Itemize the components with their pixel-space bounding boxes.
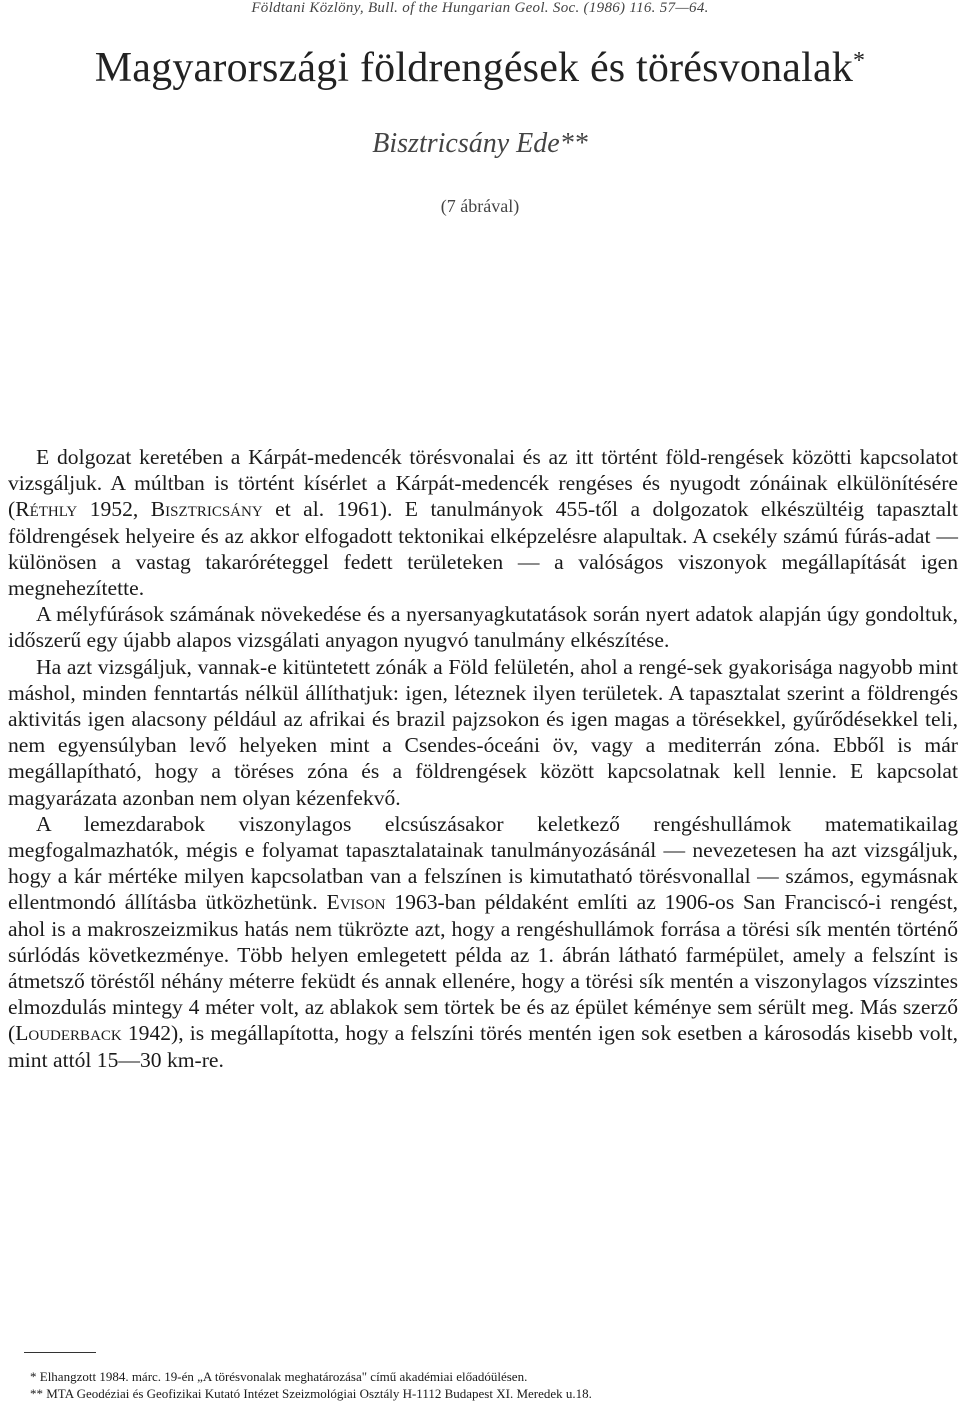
footnotes	[30, 1368, 930, 1402]
citation-rethly: Réthly	[15, 497, 78, 522]
article-title	[0, 44, 960, 92]
article-author: Bisztricsány Ede**	[372, 128, 588, 159]
footnote-2: ** MTA Geodéziai és Geofizikai Kutató Intézet Szeizmológiai Osztály H-1112 Budapest XI. Meredek u.18.	[30, 1386, 592, 1401]
footnote-1: * Elhangzott 1984. márc. 19-én „A törésvonalak meghatározása" című akadémiai előadóülésen.	[30, 1369, 528, 1384]
paragraph-1-text-b: 1952,	[77, 497, 151, 522]
paragraph-1-text-a: E dolgozat keretében a Kárpát-medencék törésvonalai és az itt történt föld-rengések közötti kapcsolatot vizsgáljuk. A múltban is történt kísérlet a Kárpát-medencék rengéses és nyugodt zónáinak elkülönítésére (	[8, 445, 958, 522]
paragraph-4-text-a: A lemezdarabok viszonylagos elcsúszásakor keletkező rengéshullámok matematikailag megfogalmazhatók, mégis e folyamat tapasztalatainak tanulmányozásánál — nevezetesen ha azt vizsgáljuk, hogy a kár mértéke milyen kapcsolatban van a felszínen is kimutatható törésvonallal — számos, egymásnak ellentmondó állításba ütközhetünk.	[8, 811, 958, 915]
figures-note: (7 ábrával)	[440, 196, 520, 216]
journal-citation: Földtani Közlöny, Bull. of the Hungarian Geol. Soc. (1986) 116. 57—64.	[251, 0, 709, 16]
article-body	[8, 444, 958, 1073]
paragraph-3	[8, 654, 958, 811]
paragraph-2	[8, 601, 958, 653]
paragraph-1	[8, 444, 958, 601]
citation-bisztricsany: Bisztricsány	[150, 497, 263, 522]
paragraph-4	[8, 811, 958, 1073]
article-title-text: Magyarországi földrengések és törésvonalak	[94, 45, 854, 91]
paragraph-4-text-b: 1963-ban példaként említi az 1906-os San Franciscó-i rengést, ahol is a makroszeizmikus hatás nem tükrözte azt, hogy a rengéshullámok forrása a törési sík mentén történő súrlódás következménye. Több helyen emlegetett példa az 1. ábrán látható farmépület, amely a felszínt is átmetsző töréstől néhány méterre feküdt és annak ellenére, hogy a törési sík mentén a viszonylagos vízszintes elmozdulás mintegy 4 méter volt, az ablakok sem törtek be és az épület kéménye sem sérült meg. Más szerző (	[8, 890, 958, 1046]
citation-louderback: Louderback	[15, 1021, 122, 1046]
paragraph-1-text-c: et al. 1961). E tanulmányok 455-től a dolgozatok elkészültéig tapasztalt földrengések helyeire és az akkor elfogadott tektonikai elképzelésre alapultak. A csekély számú fúrás-adat — különösen a vastag takaróréteggel fedett területeken — a valóságos viszonyok megállapítását igen megnehezítette.	[8, 497, 958, 601]
paragraph-2-text: A mélyfúrások számának növekedése és a nyersanyagkutatások során nyert adatok alapján úgy gondoltuk, időszerű egy újabb alapos vizsgálati anyagon nyugvó tanulmány elkészítése.	[8, 602, 958, 653]
footnote-divider	[24, 1352, 96, 1353]
citation-evison: Evison	[326, 890, 386, 915]
paragraph-4-text-c: 1942), is megállapította, hogy a felszíni törés mentén igen sok esetben a károsodás kisebb volt, mint attól 15—30 km-re.	[8, 1021, 958, 1072]
paragraph-3-text: Ha azt vizsgáljuk, vannak-e kitüntetett zónák a Föld felületén, ahol a rengé-sek gyakorisága nagyobb mint máshol, minden fenntartás nélkül állíthatjuk: igen, léteznek ilyen területek. A tapasztalat szerint a földrengés aktivitás igen alacsony például az afrikai és brazil pajzsokon és igen magas a törésekkel, gyűrődésekkel teli, nem egyensúlyban levő helyeken mint a Csendes-óceáni öv, vagy a mediterrán zóna. Ebből is már megállapítható, hogy a töréses zóna és a földrengések között kapcsolatnak kell lennie. E kapcsolat magyarázata azonban nem olyan kézenfekvő.	[8, 654, 958, 810]
title-footnote-mark: *	[853, 48, 866, 74]
